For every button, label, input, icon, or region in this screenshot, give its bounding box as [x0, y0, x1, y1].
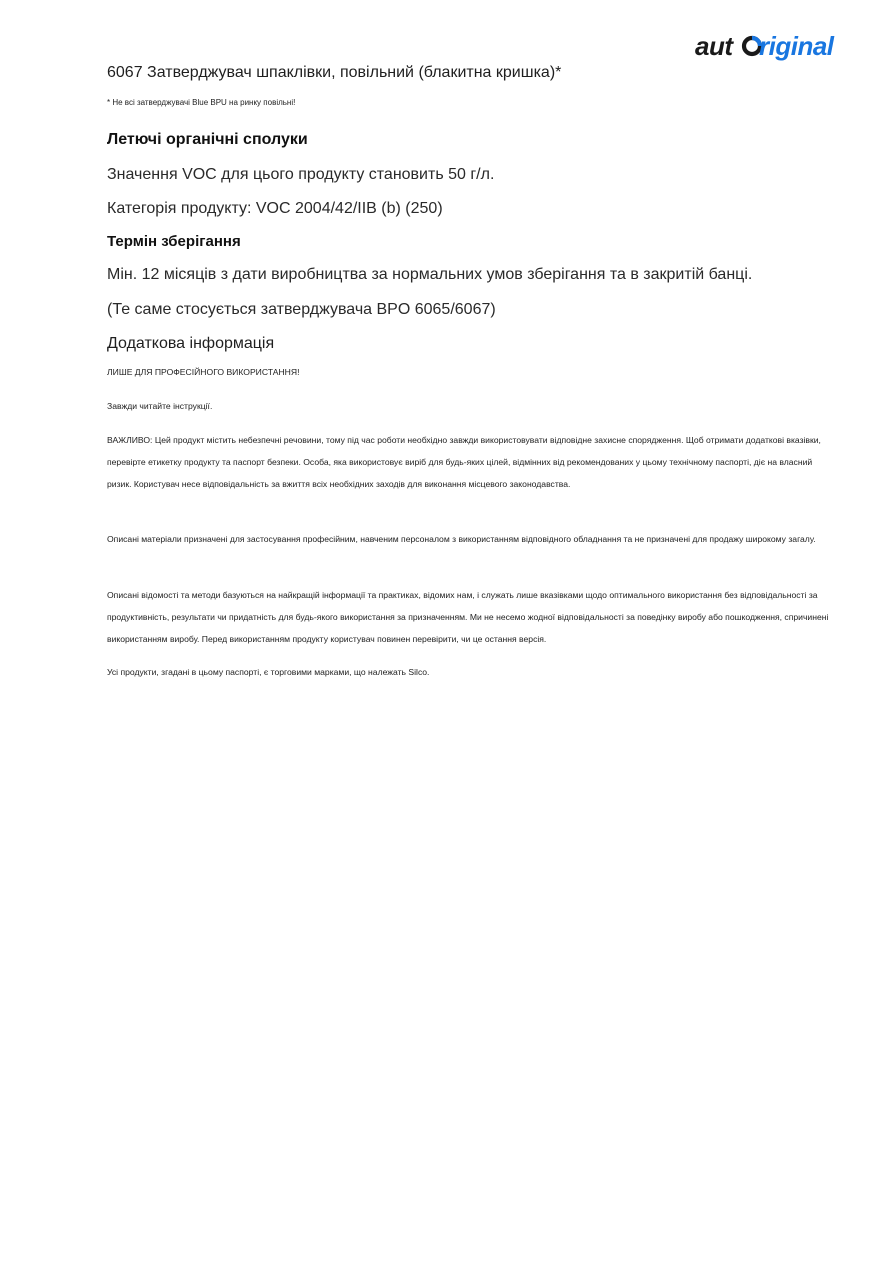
methods-disclaimer: Описані відомості та методи базуються на найкращій інформації та практиках, відомих нам, і служать лише вказівками щодо оптимального використання без відповідальності за продуктивність, результати чи придатність для будь-якого використання за призначенням. Ми не несемо жодної відповідальності за поведінку виробу або пошкодження, спричинені використанням виробу. Перед використанням продукту користувач повинен перевірити, чи це остання версія.	[107, 590, 829, 644]
trademarks-notice: Усі продукти, згадані в цьому паспорті, є торговими марками, що належать Silco.	[107, 667, 430, 677]
voc-category-text: Категорія продукту: VOC 2004/42/IIB (b) (250)	[107, 200, 443, 217]
product-footnote: * Не всі затверджувачі Blue BPU на ринку повільні!	[107, 98, 296, 107]
materials-notice: Описані матеріали призначені для застосування професійним, навченим персоналом з використанням відповідного обладнання та не призначені для продажу широкому загалу.	[107, 534, 816, 544]
read-instructions-text: Завжди читайте інструкції.	[107, 401, 213, 411]
voc-heading: Летючі органічні сполуки	[107, 131, 308, 148]
storage-heading: Термін зберігання	[107, 233, 241, 250]
product-title: 6067 Затверджувач шпаклівки, повільний (блакитна кришка)*	[107, 64, 562, 81]
additional-info-heading: Додаткова інформація	[107, 335, 275, 352]
autooriginal-logo	[695, 30, 845, 62]
logo-text-left: aut	[695, 31, 733, 61]
important-notice: ВАЖЛИВО: Цей продукт містить небезпечні речовини, тому під час роботи необхідно завжди використовувати відповідне захисне спорядження. Щоб отримати додаткові вказівки, перевірте етикетку продукту та паспорт безпеки. Особа, яка використовує виріб для будь-яких цілей, відмінних від рекомендованих у цьому технічному паспорті, діє на власний ризик. Користувач несе відповідальність за вжиття всіх необхідних заходів для виконання місцевого законодавства.	[107, 435, 821, 489]
logo-text-right: riginal	[759, 31, 834, 61]
storage-text: Мін. 12 місяців з дати виробництва за нормальних умов зберігання та в закритій банці.	[107, 266, 753, 283]
professional-only-notice: ЛИШЕ ДЛЯ ПРОФЕСІЙНОГО ВИКОРИСТАННЯ!	[107, 367, 300, 377]
logo-ring-icon	[744, 38, 760, 54]
voc-value-text: Значення VOC для цього продукту становить 50 г/л.	[107, 166, 495, 183]
storage-note: (Те саме стосується затверджувача BPO 6065/6067)	[107, 301, 496, 318]
logo-graphic	[695, 30, 845, 62]
